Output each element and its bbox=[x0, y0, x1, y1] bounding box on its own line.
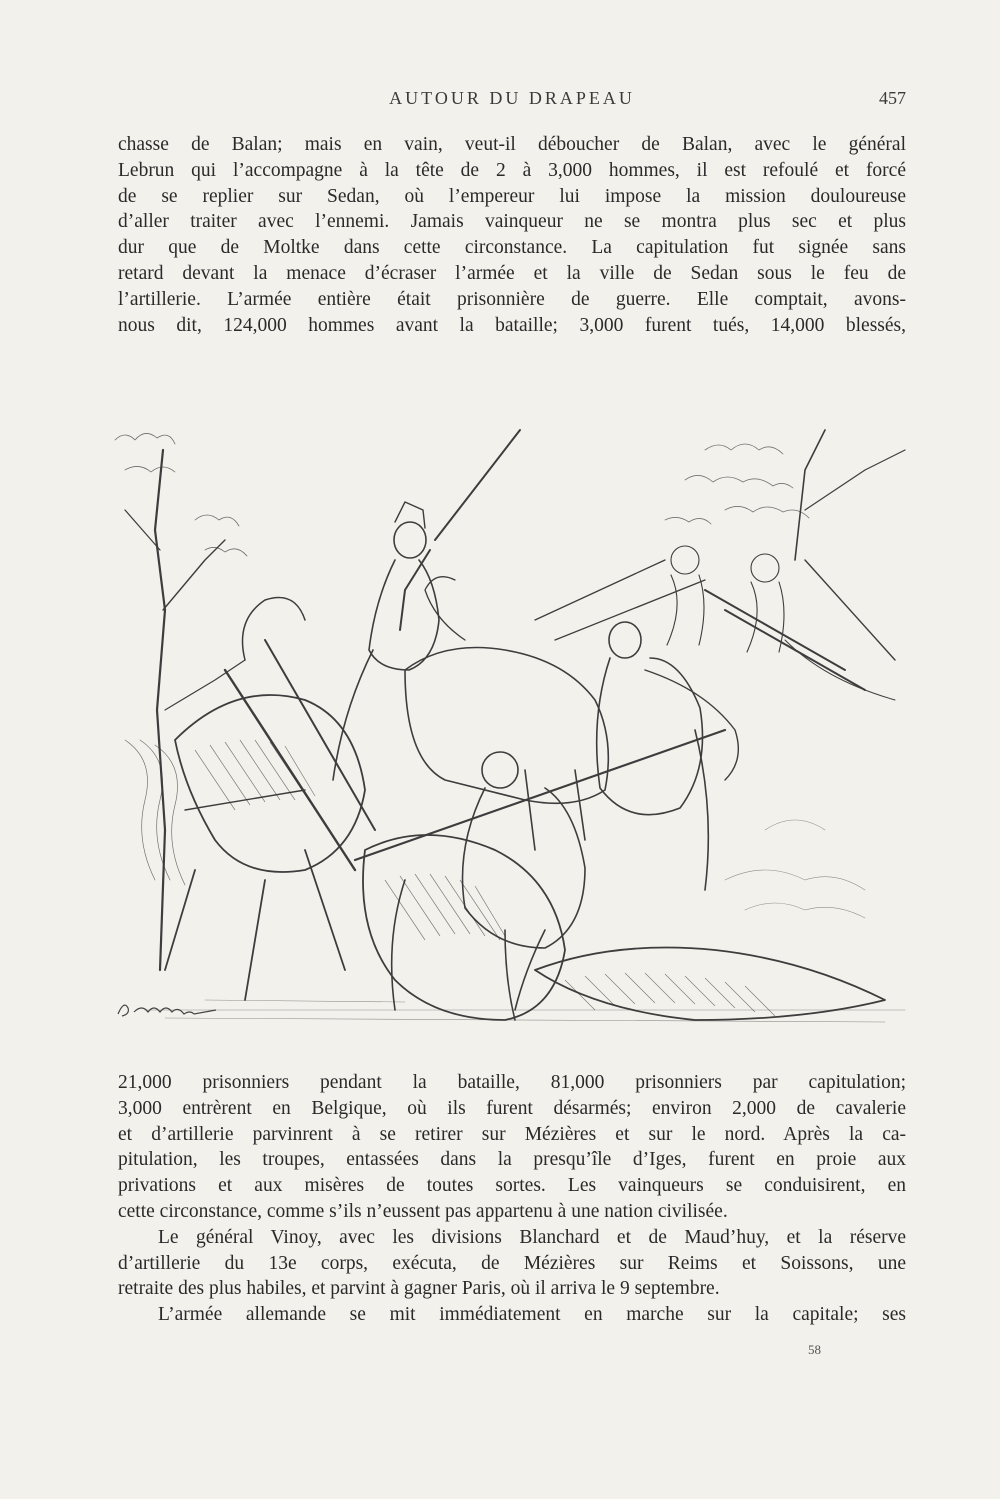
running-head bbox=[118, 88, 906, 112]
text-line: Le général Vinoy, avec les divisions Blanchard et de Maud’huy, et la réserve bbox=[158, 1226, 906, 1248]
cavalry-charge-engraving bbox=[105, 410, 925, 1032]
text-line: nous dit, 124,000 hommes avant la bataille; 3,000 furent tués, 14,000 blessés, bbox=[118, 314, 906, 336]
top-paragraph bbox=[118, 132, 906, 338]
text-line: de se replier sur Sedan, où l’empereur lui impose la mission douloureuse bbox=[118, 185, 906, 207]
text-line: retard devant la menace d’écraser l’armée et la ville de Sedan sous le feu de bbox=[118, 262, 906, 284]
text-line: 3,000 entrèrent en Belgique, où ils furent désarmés; environ 2,000 de cavalerie bbox=[118, 1097, 906, 1119]
signature-folio: 58 bbox=[808, 1342, 821, 1357]
battle-illustration bbox=[105, 410, 925, 1032]
text-line: retraite des plus habiles, et parvint à gagner Paris, où il arriva le 9 septembre. bbox=[118, 1278, 720, 1300]
text-line: d’artillerie du 13e corps, exécuta, de Mézières sur Reims et Soissons, une bbox=[118, 1252, 906, 1274]
text-line: Lebrun qui l’accompagne à la tête de 2 à 3,000 hommes, il est refoulé et forcé bbox=[118, 159, 906, 181]
text-line: pitulation, les troupes, entassées dans la presqu’île d’Iges, furent en proie aux bbox=[118, 1149, 906, 1171]
artist-signature bbox=[112, 998, 232, 1020]
text-line: cette circonstance, comme s’ils n’eussent pas appartenu à une nation civilisée. bbox=[118, 1200, 728, 1222]
text-line: et d’artillerie parvinrent à se retirer sur Mézières et sur le nord. Après la ca- bbox=[118, 1123, 906, 1145]
text-line: L’armée allemande se mit immédiatement en marche sur la capitale; ses bbox=[158, 1304, 906, 1326]
text-line: d’aller traiter avec l’ennemi. Jamais vainqueur ne se montra plus sec et plus bbox=[118, 211, 906, 233]
bottom-paragraph bbox=[118, 1070, 906, 1328]
running-title: AUTOUR DU DRAPEAU bbox=[389, 88, 635, 108]
signature-scrawl bbox=[112, 998, 232, 1020]
text-line: 21,000 prisonniers pendant la bataille, 81,000 prisonniers par capitulation; bbox=[118, 1072, 906, 1093]
text-line: l’artillerie. L’armée entière était prisonnière de guerre. Elle comptait, avons- bbox=[118, 288, 906, 310]
text-line: privations et aux misères de toutes sortes. Les vainqueurs se conduisirent, en bbox=[118, 1175, 906, 1197]
page-number: 457 bbox=[879, 88, 906, 108]
text-line: chasse de Balan; mais en vain, veut-il déboucher de Balan, avec le général bbox=[118, 134, 906, 155]
text-line: dur que de Moltke dans cette circonstance. La capitulation fut signée sans bbox=[118, 237, 906, 259]
